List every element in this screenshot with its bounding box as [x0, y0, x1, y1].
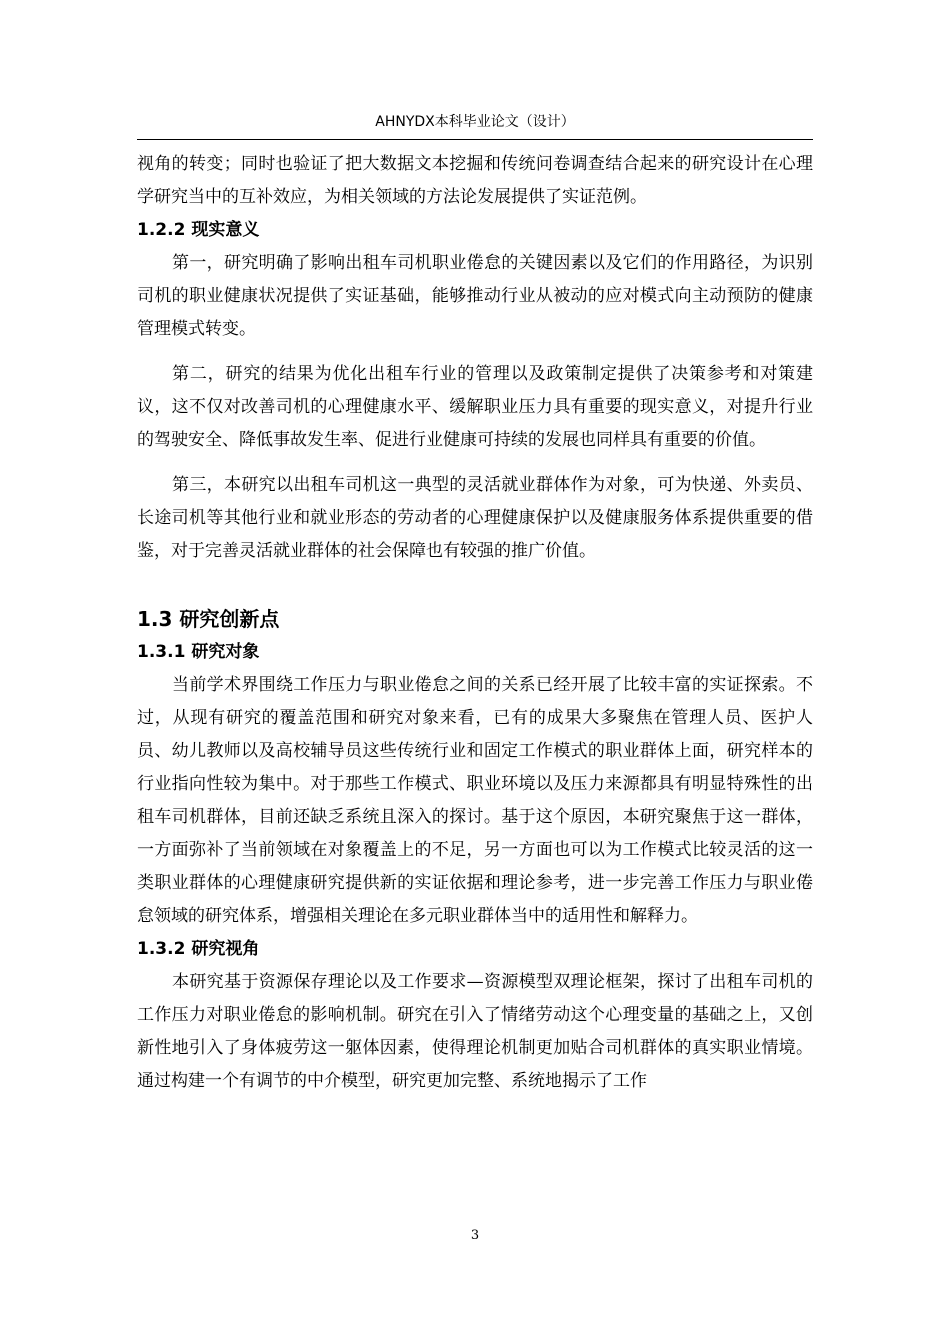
- section-heading-1-3-2: 1.3.2 研究视角: [137, 939, 260, 959]
- running-header: AHNYDX本科毕业论文（设计）: [375, 114, 575, 130]
- body-text: [137, 148, 813, 1098]
- header-rule: [137, 139, 813, 140]
- paragraph-practical-3: 第三，本研究以出租车司机这一典型的灵活就业群体作为对象，可为快递、外卖员、长途司机等其他行业和就业形态的劳动者的心理健康保护以及健康服务体系提供重要的借鉴，对于完善灵活就业群体的社会保障也有较强的推广价值。: [137, 475, 813, 561]
- paragraph-practical-2: 第二，研究的结果为优化出租车行业的管理以及政策制定提供了决策参考和对策建议，这不仅对改善司机的心理健康水平、缓解职业压力具有重要的现实意义，对提升行业的驾驶安全、降低事故发生率、促进行业健康可持续的发展也同样具有重要的价值。: [137, 364, 813, 450]
- paragraph-continuation: 视角的转变；同时也验证了把大数据文本挖掘和传统问卷调查结合起来的研究设计在心理学研究当中的互补效应，为相关领域的方法论发展提供了实证范例。: [137, 154, 813, 207]
- section-heading-1-3-1: 1.3.1 研究对象: [137, 642, 260, 662]
- paragraph-research-perspective: 本研究基于资源保存理论以及工作要求—资源模型双理论框架，探讨了出租车司机的工作压力对职业倦怠的影响机制。研究在引入了情绪劳动这个心理变量的基础之上，又创新性地引入了身体疲劳这一躯体因素，使得理论机制更加贴合司机群体的真实职业情境。通过构建一个有调节的中介模型，研究更加完整、系统地揭示了工作: [137, 972, 813, 1091]
- paragraph-research-object: 当前学术界围绕工作压力与职业倦怠之间的关系已经开展了比较丰富的实证探索。不过，从现有研究的覆盖范围和研究对象来看，已有的成果大多聚焦在管理人员、医护人员、幼儿教师以及高校辅导员这些传统行业和固定工作模式的职业群体上面，研究样本的行业指向性较为集中。对于那些工作模式、职业环境以及压力来源都具有明显特殊性的出租车司机群体，目前还缺乏系统且深入的探讨。基于这个原因，本研究聚焦于这一群体，一方面弥补了当前领域在对象覆盖上的不足，另一方面也可以为工作模式比较灵活的这一类职业群体的心理健康研究提供新的实证依据和理论参考，进一步完善工作压力与职业倦怠领域的研究体系，增强相关理论在多元职业群体当中的适用性和解释力。: [137, 675, 813, 926]
- section-heading-1-3: 1.3 研究创新点: [137, 607, 280, 631]
- paragraph-practical-1: 第一，研究明确了影响出租车司机职业倦怠的关键因素以及它们的作用路径，为识别司机的职业健康状况提供了实证基础，能够推动行业从被动的应对模式向主动预防的健康管理模式转变。: [137, 253, 813, 339]
- page-number: 3: [470, 1228, 480, 1243]
- section-heading-1-2-2: 1.2.2 现实意义: [137, 220, 260, 240]
